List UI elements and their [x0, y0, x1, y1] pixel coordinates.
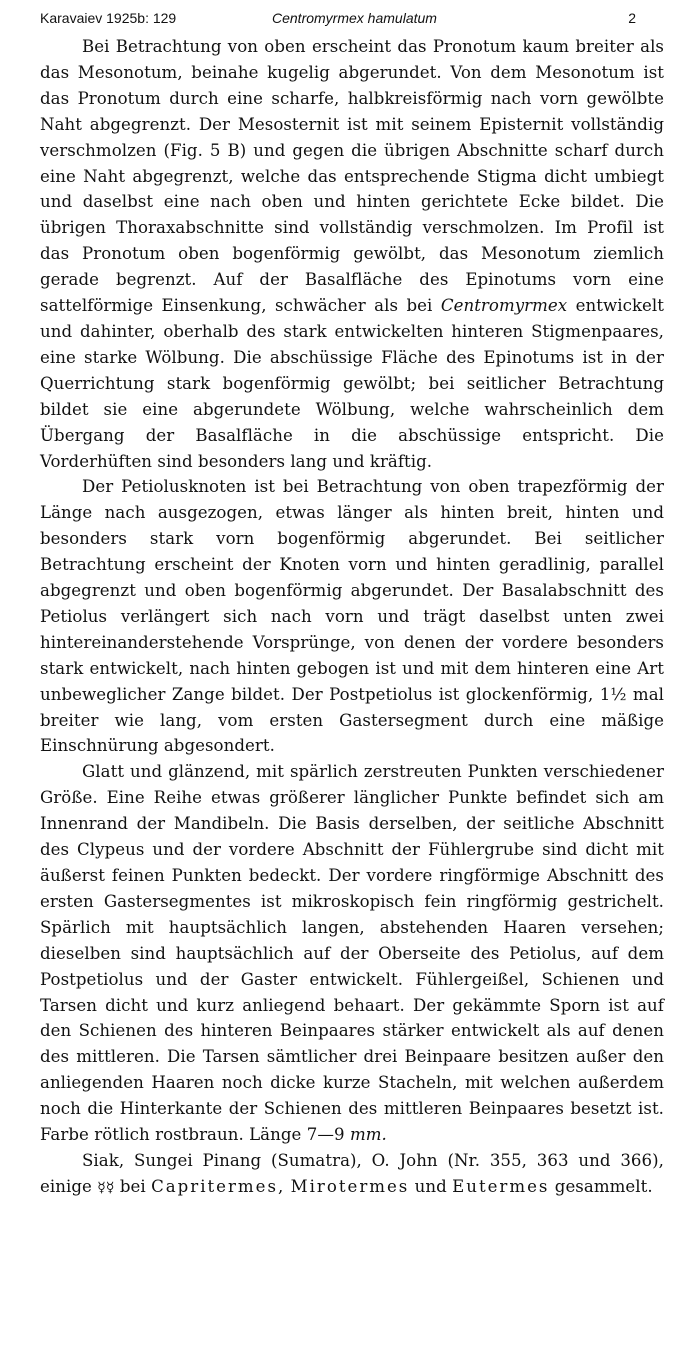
paragraph-thorax — [40, 34, 664, 474]
paragraph-text: Bei Betrachtung von oben erscheint das Pronotum kaum breiter als das Mesonotum, beinahe kugelig abgerundet. Von dem Mesonotum ist das Pronotum durch eine scharfe, halbkreisförmig nach vorn gewölbte Naht abgegrenzt. Der Mesosternit ist mit seinem Episternit vollständig verschmolzen (Fig. 5 B) und gegen die übrigen Abschnitte scharf durch eine Naht abgegrenzt, welche das entsprechende Stigma dicht umbiegt und daselbst eine nach oben und hinten gerichtete Ecke bildet. Die übrigen Thoraxabschnitte sind vollständig verschmolzen. Im Profil ist das Pronotum oben bogenförmig gewölbt, das Mesonotum ziemlich gerade begrenzt. Auf der Basalfläche des Epinotums vorn eine sattelförmige Einsenkung, schwächer als bei — [40, 37, 664, 316]
genus-name: Capritermes, — [151, 1176, 286, 1196]
paragraph-text: Siak, Sungei Pinang (Sumatra), O. John (Nr. 355, 363 und 366), einige — [40, 1150, 664, 1196]
worker-symbols: ☿☿ — [97, 1179, 115, 1196]
ratio-value: 1½ — [599, 684, 627, 704]
paragraph-text: Glatt und glänzend, mit spärlich zerstreuten Punkten verschiedener Größe. Eine Reihe etwas größerer länglicher Punkte befindet sich am Innenrand der Mandibeln. Die Basis derselben, der seitliche Abschnitt des Clypeus und der vordere Abschnitt der Fühlergrube sind dicht mit äußerst feinen Punkten bedeckt. Der vordere ringförmige Abschnitt des ersten Gastersegmentes ist mikroskopisch fein ringförmig gestrichelt. Spärlich mit hauptsächlich langen, abstehenden Haaren versehen; dieselben sind hauptsächlich auf der Oberseite des Petiolus, auf dem Postpetiolus und der Gaster entwickelt. Fühlergeißel, Schienen und Tarsen dicht und kurz anliegend behaart. Der gekämmte Sporn ist auf den Schienen des hinteren Beinpaares stärker entwickelt als auf denen des mittleren. Die Tarsen sämtlicher drei Beinpaare besitzen außer den anliegenden Haaren noch dicke kurze Stacheln, mit welchen außerdem noch die Hinterkante der Schienen des mittleren Beinpaares besetzt ist. Farbe rötlich rostbraun. Länge — [40, 762, 664, 1145]
paragraph-text: entwickelt und dahinter, oberhalb des stark entwickelten hinteren Stigmenpaares, eine starke Wölbung. Die abschüssige Fläche des Epinotums ist in der Querrichtung stark bogenförmig gewölbt; bei seitlicher Betrachtung bildet sie eine abgerundete Wölbung, welche wahrscheinlich dem Übergang der Basalfläche in die abschüssige entspricht. Die Vorderhüften sind besonders lang und kräftig. — [40, 296, 665, 471]
length-unit: mm. — [349, 1125, 387, 1145]
body-text — [40, 34, 664, 1202]
paragraph-text: gesammelt. — [554, 1176, 653, 1196]
paragraph-sculpture — [40, 759, 664, 1148]
paragraph-text: mal breiter wie lang, vom ersten Gastersegment durch eine mäßige Einschnürung abgesondert. — [40, 684, 665, 756]
page-number: 2 — [628, 10, 636, 26]
paragraph-locality — [40, 1148, 664, 1202]
italic-genus: Centromyrmex — [440, 296, 568, 316]
running-header — [40, 6, 664, 34]
species-title: Centromyrmex hamulatum — [272, 10, 437, 26]
paragraph-text: Der Petiolusknoten ist bei Betrachtung von oben trapezförmig der Länge nach ausgezogen, etwas länger als hinten breit, hinten und besonders stark vorn bogenförmig abgerundet. Bei seitlicher Betrachtung erscheint der Knoten vorn und hinten geradlinig, parallel abgegrenzt und oben bogenförmig abgerundet. Der Basalabschnitt des Petiolus verlängert sich nach vorn und trägt daselbst unten zwei hintereinanderstehende Vorsprünge, von denen der vordere besonders stark entwickelt, nach hinten gebogen ist und mit dem hinteren eine Art unbeweglicher Zange bildet. Der Postpetiolus ist glockenförmig, — [40, 477, 664, 704]
genus-name: Mirotermes — [290, 1176, 410, 1196]
paragraph-text: bei — [119, 1176, 146, 1196]
length-value: 7—9 — [306, 1125, 345, 1145]
citation-label: Karavaiev 1925b: 129 — [40, 10, 177, 26]
paragraph-petiolus — [40, 474, 664, 759]
genus-name: Eutermes — [452, 1176, 550, 1196]
paragraph-text: und — [414, 1176, 447, 1196]
